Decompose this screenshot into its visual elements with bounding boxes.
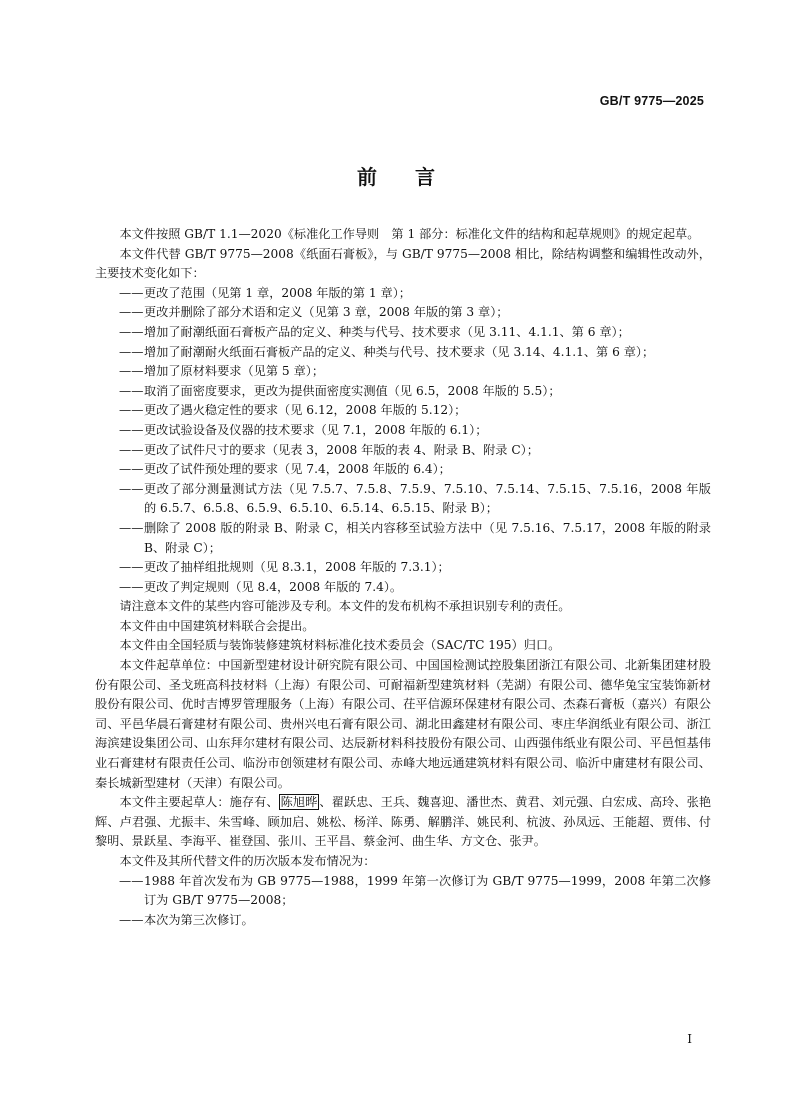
dash-marker: ——: [119, 422, 144, 437]
list-item: —— 取消了面密度要求，更改为提供面密度实测值（见 6.5，2008 年版的 5.5）；: [95, 382, 711, 402]
dash-marker: ——: [119, 462, 144, 477]
list-item: —— 1988 年首次发布为 GB 9775—1988，1999 年第一次修订为 GB/T 9775—1999，2008 年第二次修订为 GB/T 9775—2008；: [119, 873, 711, 908]
dash-marker: ——: [119, 520, 144, 535]
list-item: —— 更改了抽样组批规则（见 8.3.1，2008 年版的 7.3.1）；: [95, 558, 711, 578]
paragraph-replacement: 本文件代替 GB/T 9775—2008《纸面石膏板》，与 GB/T 9775—2008 相比，除结构调整和编辑性改动外，主要技术变化如下：: [95, 246, 711, 281]
dash-marker: ——: [119, 364, 144, 379]
list-item: —— 更改了范围（见第 1 章，2008 年版的第 1 章）；: [95, 284, 711, 304]
list-item: —— 增加了耐潮纸面石膏板产品的定义、种类与代号、技术要求（见 3.11、4.1.1、第 6 章）；: [95, 323, 711, 343]
paragraph-drafters: 本文件主要起草人：施存有、 陈旭晔 、翟跃忠、王兵、魏喜迎、潘世杰、黄君、刘元强、白宏成、高玲、张艳辉、卢君强、尤振丰、朱雪峰、顾加启、姚松、杨洋、陈勇、解鹏洋、姚民利、杭波、孙凤远、王能超、贾伟、付黎明、景跃星、李海平、崔登国、张川、王平昌、蔡金河、曲生华、方文仓、张尹。: [95, 795, 712, 849]
list-item: —— 更改试验设备及仪器的技术要求（见 7.1，2008 年版的 6.1）；: [95, 421, 711, 441]
list-item: —— 本次为第三次修订。: [95, 911, 711, 931]
paragraph-version-history: 本文件及其所代替文件的历次版本发布情况为：: [119, 854, 376, 868]
dash-marker: ——: [119, 344, 144, 359]
history-list: [95, 872, 711, 931]
list-item: —— 删除了 2008 版的附录 B、附录 C，相关内容移至试验方法中（见 7.5.16、7.5.17，2008 年版的附录 B、附录 C）；: [119, 520, 711, 555]
dash-marker: ——: [119, 285, 144, 300]
dash-marker: ——: [119, 383, 144, 398]
dash-marker: ——: [119, 442, 144, 457]
page-number: I: [687, 1032, 692, 1046]
page-title: [0, 161, 792, 190]
paragraph-proposed-by: 本文件由中国建筑材料联合会提出。: [119, 618, 315, 633]
title-char-1: 前: [357, 165, 377, 189]
dash-marker: ——: [119, 481, 144, 496]
paragraph-drafting-rules: 本文件按照 GB/T 1.1—2020《标准化工作导则 第 1 部分：标准化文件的结构和起草规则》的规定起草。: [119, 227, 700, 241]
standard-code-header: GB/T 9775—2025: [599, 94, 704, 108]
dash-marker: ——: [119, 912, 144, 927]
title-char-2: 言: [415, 165, 435, 189]
dash-marker: ——: [119, 873, 144, 888]
dash-marker: ——: [119, 579, 144, 594]
list-item: —— 增加了原材料要求（见第 5 章）；: [95, 362, 711, 382]
paragraph-centralized-by: 本文件由全国轻质与装饰装修建筑材料标准化技术委员会（SAC/TC 195）归口。: [119, 638, 561, 653]
list-item: —— 更改了试件尺寸的要求（见表 3，2008 年版的表 4、附录 B、附录 C）；: [95, 441, 711, 461]
foreword-body: [95, 225, 711, 930]
list-item: —— 更改了遇火稳定性的要求（见 6.12，2008 年版的 5.12）；: [95, 401, 711, 421]
dash-marker: ——: [119, 324, 144, 339]
list-item: —— 更改了部分测量测试方法（见 7.5.7、7.5.8、7.5.9、7.5.10、7.5.14、7.5.15、7.5.16，2008 年版的 6.5.7、6.5.8、6.5.9、6.5.10、6.5.14、6.5.15、附录 B）；: [119, 481, 711, 516]
dash-marker: ——: [119, 560, 144, 575]
list-item: —— 更改了试件预处理的要求（见 7.4，2008 年版的 6.4）；: [95, 460, 711, 480]
list-item: —— 更改了判定规则（见 8.4，2008 年版的 7.4）。: [95, 578, 711, 598]
list-item: —— 增加了耐潮耐火纸面石膏板产品的定义、种类与代号、技术要求（见 3.14、4.1.1、第 6 章）；: [95, 343, 711, 363]
paragraph-drafting-units: 本文件起草单位：中国新型建材设计研究院有限公司、中国国检测试控股集团浙江有限公司、北新集团建材股份有限公司、圣戈班高科技材料（上海）有限公司、可耐福新型建筑材料（芜湖）有限公司、德华兔宝宝装饰新材股份有限公司、优时吉博罗管理服务（上海）有限公司、茌平信源环保建材有限公司、杰森石膏板（嘉兴）有限公司、平邑华晨石膏建材有限公司、贵州兴电石膏有限公司、湖北田鑫建材有限公司、枣庄华润纸业有限公司、浙江海滨建设集团公司、山东拜尔建材有限公司、达辰新材料科技股份有限公司、山西强伟纸业有限公司、平邑恒基伟业石膏建材有限责任公司、临汾市创领建材有限公司、赤峰大地远通建筑材料有限公司、临沂中庸建材有限公司、秦长城新型建材（天津）有限公司。: [95, 658, 711, 790]
boxed-drafter-name: 陈旭晔: [280, 795, 318, 810]
dash-marker: ——: [119, 403, 144, 418]
changes-list: [95, 284, 711, 598]
dash-marker: ——: [119, 305, 144, 320]
paragraph-patent-notice: 请注意本文件的某些内容可能涉及专利。本文件的发布机构不承担识别专利的责任。: [119, 599, 571, 614]
list-item: —— 更改并删除了部分术语和定义（见第 3 章，2008 年版的第 3 章）；: [95, 303, 711, 323]
